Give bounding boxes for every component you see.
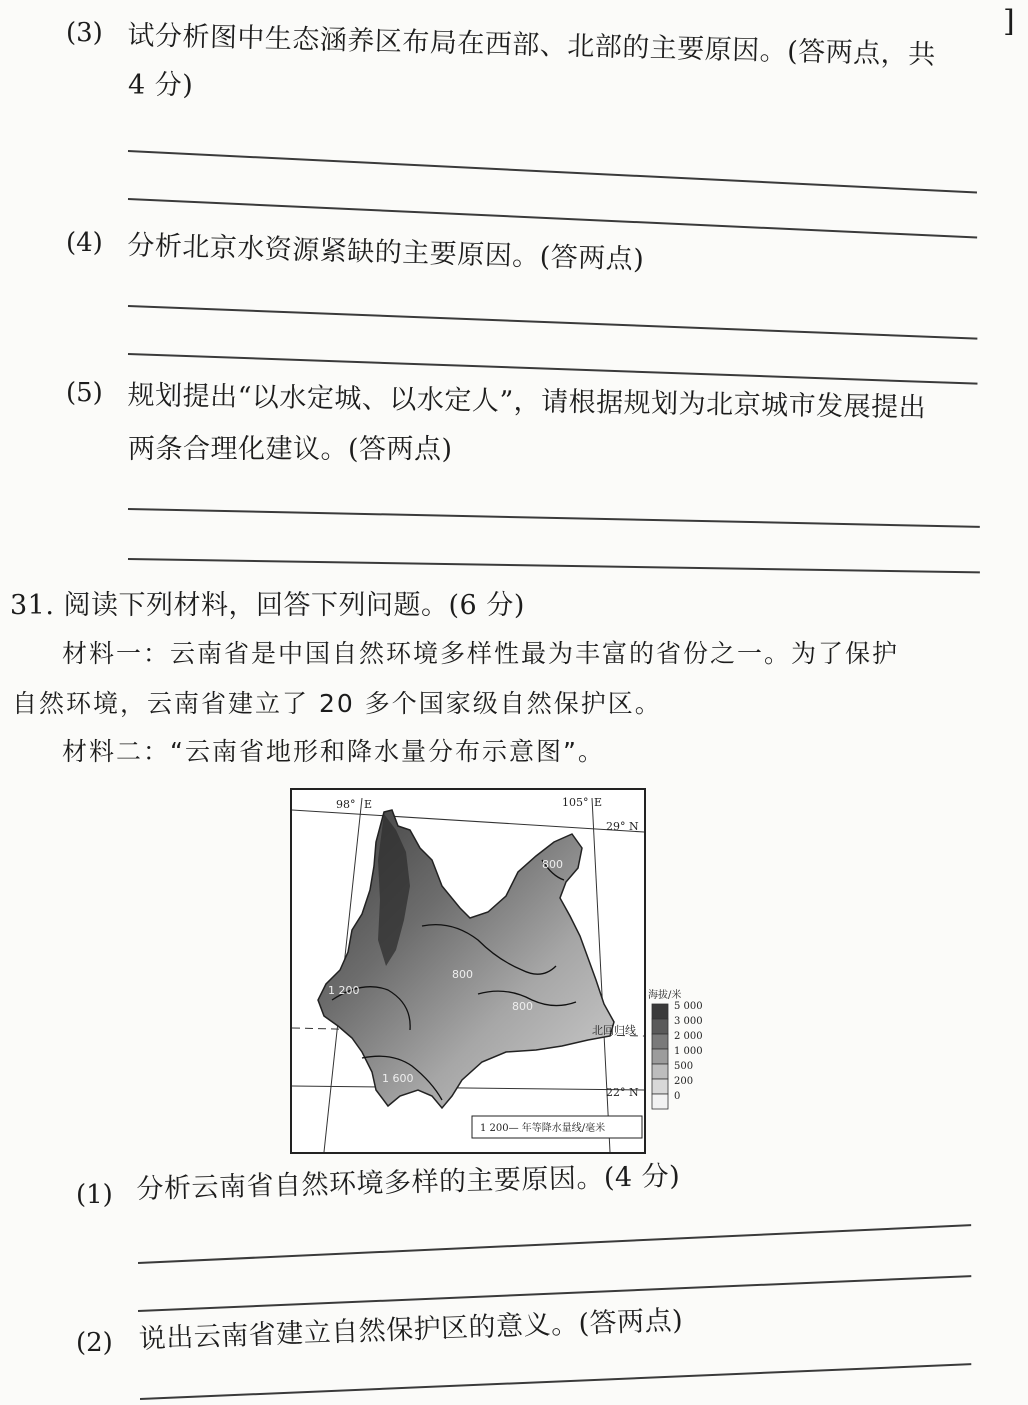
contour-label-800-c: 800 <box>542 858 563 871</box>
elevation-level-label: 1 000 <box>674 1046 703 1057</box>
parallel-29 <box>292 810 644 832</box>
elevation-level-label: 2 000 <box>674 1031 703 1042</box>
lon-right-unit: E <box>594 796 603 809</box>
q3-text-line1: 试分析图中生态涵养区布局在西部、北部的主要原因。(答两点，共 <box>127 19 937 71</box>
yunnan-map-svg <box>292 790 644 1152</box>
yunnan-map-figure <box>290 788 646 1154</box>
lon-left-label: 98° <box>336 798 356 811</box>
elevation-legend-svg <box>648 986 728 1116</box>
lat-bottom-label: 22° N <box>606 1086 639 1099</box>
elevation-swatch <box>652 1079 668 1094</box>
elevation-swatch <box>652 1019 668 1034</box>
contour-label-1600: 1 600 <box>382 1072 414 1085</box>
elevation-legend <box>648 986 728 1116</box>
lon-right-label: 105° <box>562 796 589 809</box>
q4-answer-line-1[interactable] <box>128 305 977 339</box>
elevation-swatch <box>652 1004 668 1019</box>
contour-label-800-b: 800 <box>512 1000 533 1013</box>
q31-sub1-number: (1) <box>76 1180 113 1210</box>
elevation-swatch <box>652 1034 668 1049</box>
q31-sub2-text: 说出云南省建立自然保护区的意义。(答两点) <box>138 1304 684 1355</box>
elevation-level-label: 0 <box>674 1091 681 1102</box>
q3-answer-line-1[interactable] <box>128 150 977 193</box>
q3-text-line2: 4 分) <box>128 70 194 101</box>
elevation-swatch <box>652 1094 668 1109</box>
page-edge-mark: ] <box>1003 4 1015 39</box>
elevation-level-label: 500 <box>674 1061 694 1072</box>
tropic-label: 北回归线 <box>592 1024 636 1037</box>
q31-material2: 材料二：“云南省地形和降水量分布示意图”。 <box>62 737 605 766</box>
elevation-level-label: 3 000 <box>674 1016 703 1027</box>
yunnan-province-shape <box>318 810 614 1108</box>
elevation-level-label: 200 <box>674 1076 694 1087</box>
q5-answer-line-2[interactable] <box>128 558 980 573</box>
q5-text-line1: 规划提出“以水定城、以水定人”，请根据规划为北京城市发展提出 <box>127 379 927 424</box>
q3-number: (3) <box>66 18 103 48</box>
elevation-swatch <box>652 1049 668 1064</box>
isoline-legend-text: 1 200— 年等降水量线/毫米 <box>480 1123 606 1134</box>
lat-top-label: 29° N <box>606 820 639 833</box>
q31-title: 31. 阅读下列材料，回答下列问题。(6 分) <box>10 590 525 621</box>
q31-sub1-text: 分析云南省自然环境多样的主要原因。(4 分) <box>136 1160 681 1205</box>
elevation-legend-title: 海拔/米 <box>648 990 682 1001</box>
elevation-swatch <box>652 1064 668 1079</box>
lon-left-unit: E <box>364 798 373 811</box>
q31-material1-line1: 材料一：云南省是中国自然环境多样性最为丰富的省份之一。为了保护 <box>62 639 900 668</box>
q5-number: (5) <box>66 378 103 408</box>
q5-text-line2: 两条合理化建议。(答两点) <box>128 434 453 465</box>
q31-material1-line2: 自然环境，云南省建立了 20 多个国家级自然保护区。 <box>12 689 662 718</box>
q31-sub1-answer-line-1[interactable] <box>138 1224 971 1263</box>
q31-sub2-number: (2) <box>76 1328 113 1358</box>
q31-sub2-answer-line-1[interactable] <box>140 1363 971 1399</box>
elevation-level-label: 5 000 <box>674 1001 703 1012</box>
contour-label-800-a: 800 <box>452 968 473 981</box>
q4-text: 分析北京水资源紧缺的主要原因。(答两点) <box>126 229 645 276</box>
q4-number: (4) <box>66 228 103 258</box>
parallel-22 <box>292 1086 644 1090</box>
contour-label-1200: 1 200 <box>328 984 360 997</box>
q5-answer-line-1[interactable] <box>128 508 980 527</box>
